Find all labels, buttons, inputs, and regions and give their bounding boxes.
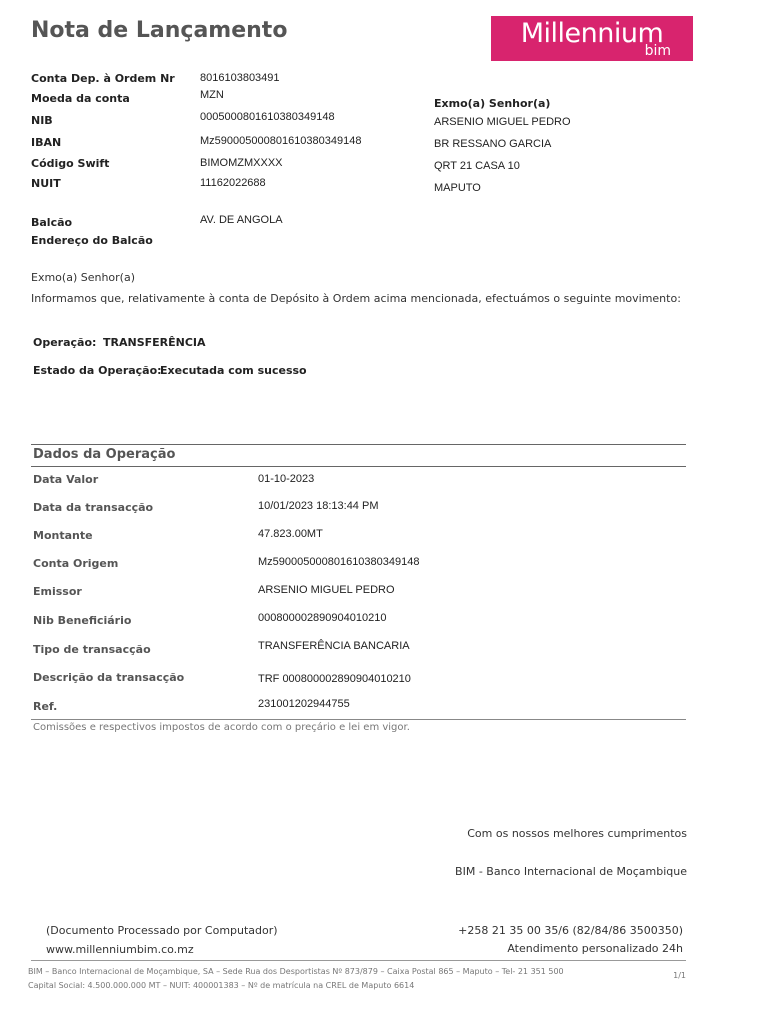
fees-note: Comissões e respectivos impostos de acordo com o preçário e lei em vigor.: [33, 722, 410, 733]
op-label-conta-origem: Conta Origem: [33, 557, 119, 570]
recipient-line: BR RESSANO GARCIA: [434, 138, 552, 150]
page-title: Nota de Lançamento: [31, 18, 288, 43]
op-label-descricao: Descrição da transacção: [33, 671, 185, 684]
op-value-conta-origem: Mz59000500080161038034914​8: [258, 556, 420, 568]
logo-brand: Millennium: [520, 18, 664, 49]
recipient-line: ARSENIO MIGUEL PEDRO: [434, 116, 571, 128]
legal-line-1: BIM – Banco Internacional de Moçambique, SA – Sede Rua dos Desportistas Nº 873/879 – Caixa Postal 865 – Maputo – Tel- 21 351 500: [28, 967, 564, 976]
op-label-nib-beneficiario: Nib Beneficiário: [33, 614, 132, 627]
status-value: Executada com sucesso: [160, 364, 307, 377]
recipient-line: MAPUTO: [434, 182, 481, 194]
recipient-heading: Exmo(a) Senhor(a): [434, 97, 551, 110]
op-value-data-valor: 01-10-2023: [258, 473, 315, 485]
recipient-line: QRT 21 CASA 10: [434, 160, 520, 172]
service-hours: Atendimento personalizado 24h: [507, 942, 683, 955]
branch-value: AV. DE ANGOLA: [200, 214, 283, 226]
op-value-data-transaccao: 10/01/2023 18:13:44 PM: [258, 500, 379, 512]
intro-text: Informamos que, relativamente à conta de Depósito à Ordem acima mencionada, efectuámos o seguinte movimento:: [31, 292, 681, 305]
account-number-label: Conta Dep. à Ordem Nr: [31, 72, 175, 85]
swift-value: BIMOMZMXXXX: [200, 157, 283, 169]
op-label-tipo-transaccao: Tipo de transacção: [33, 643, 151, 656]
operation-value: TRANSFERÊNCIA: [103, 336, 206, 349]
branch-address-label: Endereço do Balcão: [31, 234, 153, 247]
nib-label: NIB: [31, 114, 53, 127]
currency-value: MZN: [200, 89, 224, 101]
op-label-montante: Montante: [33, 529, 93, 542]
op-label-data-transaccao: Data da transacção: [33, 501, 154, 514]
status-label: Estado da Operação:: [33, 364, 162, 377]
nib-value: 000500080161038034914​8: [200, 111, 335, 123]
iban-label: IBAN: [31, 136, 62, 149]
op-value-emissor: ARSENIO MIGUEL PEDRO: [258, 584, 395, 596]
footer-rule: [31, 960, 686, 961]
section-bottom-rule: [31, 719, 686, 720]
closing-bank: BIM - Banco Internacional de Moçambique: [455, 865, 687, 878]
section-top-rule: [31, 444, 686, 445]
legal-line-2: Capital Social: 4.500.000.000 MT – NUIT: 400001383 – Nº de matrícula na CREL de Maputo 6614: [28, 981, 415, 990]
operation-label: Operação:: [33, 336, 97, 349]
op-value-tipo-transaccao: TRANSFERÊNCIA BANCARIA: [258, 640, 410, 652]
currency-label: Moeda da conta: [31, 92, 130, 105]
op-value-descricao: TRF 000800002890904010210: [258, 673, 411, 685]
swift-label: Código Swift: [31, 157, 110, 170]
processed-note: (Documento Processado por Computador): [46, 924, 278, 937]
contact-phone: +258 21 35 00 35/6 (82/84/86 3500350): [458, 924, 683, 937]
operation-section-title: Dados da Operação: [33, 447, 176, 462]
greeting: Exmo(a) Senhor(a): [31, 271, 135, 284]
op-value-montante: 47.823.00MT: [258, 528, 323, 540]
account-number-value: 8016103803491: [200, 72, 280, 84]
op-label-ref: Ref.: [33, 700, 58, 713]
millennium-bim-logo: [491, 16, 693, 61]
website-link[interactable]: www.millenniumbim.co.mz: [46, 943, 194, 956]
op-label-data-valor: Data Valor: [33, 473, 99, 486]
op-label-emissor: Emissor: [33, 585, 82, 598]
page-number: 1/1: [673, 971, 686, 980]
iban-value: Mz59000500080161038034914​8: [200, 135, 362, 147]
logo-sub: bim: [644, 43, 671, 59]
nuit-value: 11162022688: [200, 177, 266, 189]
section-header-rule: [31, 466, 686, 467]
op-value-nib-beneficiario: 000800002890904010210: [258, 612, 387, 624]
op-value-ref: 231001202944755: [258, 698, 350, 710]
nuit-label: NUIT: [31, 177, 61, 190]
branch-label: Balcão: [31, 216, 73, 229]
closing-regards: Com os nossos melhores cumprimentos: [467, 827, 687, 840]
